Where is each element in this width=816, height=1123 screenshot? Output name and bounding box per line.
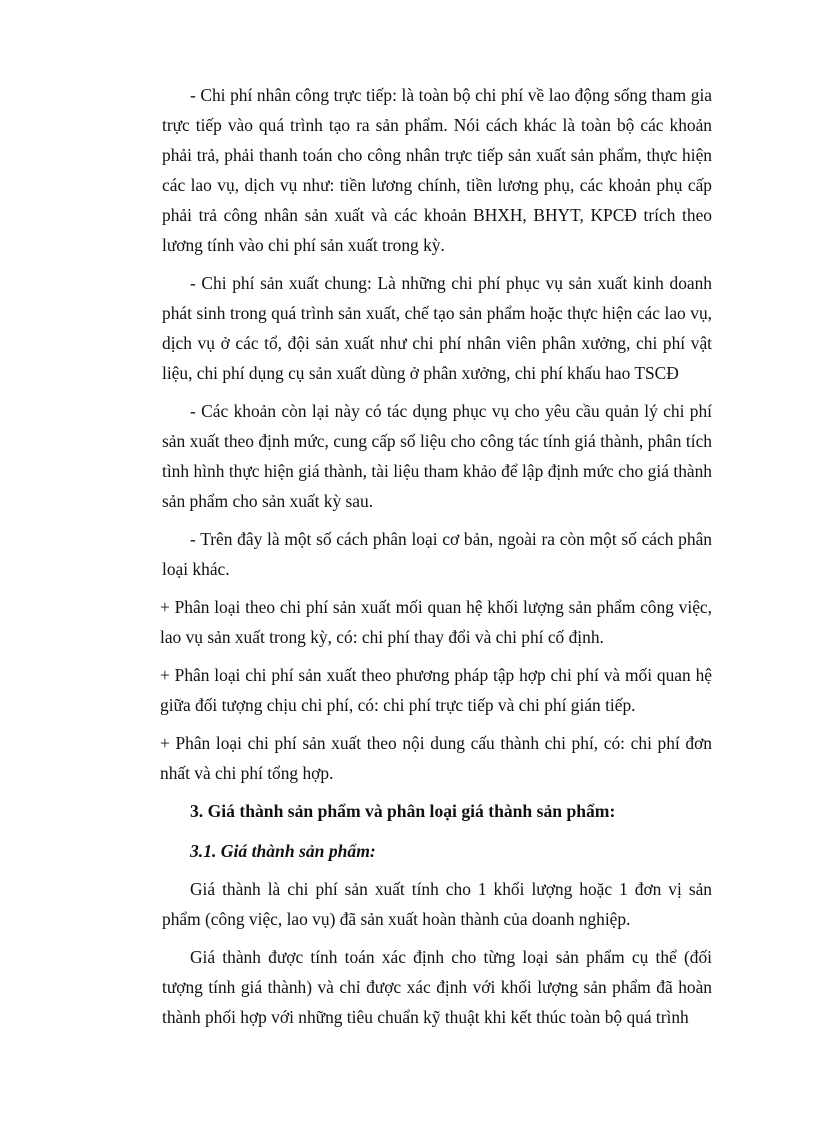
list-item-classification-method: + Phân loại chi phí sản xuất theo phương pháp tập hợp chi phí và mối quan hệ giữa đối tượng chịu chi phí, có: chi phí trực tiếp và chi phí gián tiếp. — [160, 665, 712, 715]
paragraph-cost-definition: Giá thành là chi phí sản xuất tính cho 1 khối lượng hoặc 1 đơn vị sản phẩm (công việc, lao vụ) đã sản xuất hoàn thành của doanh nghiệp. — [162, 879, 712, 929]
list-item-classification-content: + Phân loại chi phí sản xuất theo nội dung cấu thành chi phí, có: chi phí đơn nhất và chi phí tổng hợp. — [160, 733, 712, 783]
paragraph-direct-labor-cost: - Chi phí nhân công trực tiếp: là toàn bộ chi phí về lao động sống tham gia trực tiếp vào quá trình tạo ra sản phẩm. Nói cách khác là toàn bộ các khoản phải trả, phải thanh toán cho công nhân trực tiếp sản xuất sản phẩm, thực hiện các lao vụ, dịch vụ như: tiền lương chính, tiền lương phụ, các khoản phụ cấp phải trả công nhân sản xuất và các khoản BHXH, BHYT, KPCĐ trích theo lương tính vào chi phí sản xuất trong kỳ. — [162, 85, 712, 255]
section-heading: 3. Giá thành sản phẩm và phân loại giá thành sản phẩm: — [190, 801, 616, 821]
paragraph-remaining-items: - Các khoản còn lại này có tác dụng phục vụ cho yêu cầu quản lý chi phí sản xuất theo định mức, cung cấp số liệu cho công tác tính giá thành, phân tích tình hình thực hiện giá thành, tài liệu tham khảo để lập định mức cho giá thành sản phẩm cho sản xuất kỳ sau. — [162, 401, 712, 511]
subsection-heading: 3.1. Giá thành sản phẩm: — [190, 841, 376, 861]
document-page — [162, 80, 712, 1040]
paragraph-cost-calculation: Giá thành được tính toán xác định cho từng loại sản phẩm cụ thể (đối tượng tính giá thành) và chỉ được xác định với khối lượng sản phẩm đã hoàn thành phối hợp với những tiêu chuẩn kỹ thuật khi kết thúc toàn bộ quá trình — [162, 947, 712, 1027]
paragraph-other-classifications: - Trên đây là một số cách phân loại cơ bản, ngoài ra còn một số cách phân loại khác. — [162, 529, 712, 579]
list-item-classification-volume: + Phân loại theo chi phí sản xuất mối quan hệ khối lượng sản phẩm công việc, lao vụ sản xuất trong kỳ, có: chi phí thay đổi và chi phí cố định. — [160, 597, 712, 647]
paragraph-general-production-cost: - Chi phí sản xuất chung: Là những chi phí phục vụ sản xuất kinh doanh phát sinh trong quá trình sản xuất, chế tạo sản phẩm hoặc thực hiện các lao vụ, dịch vụ ở các tổ, đội sản xuất như chi phí nhân viên phân xưởng, chi phí vật liệu, chi phí dụng cụ sản xuất dùng ở phân xưởng, chi phí khấu hao TSCĐ — [162, 273, 712, 383]
